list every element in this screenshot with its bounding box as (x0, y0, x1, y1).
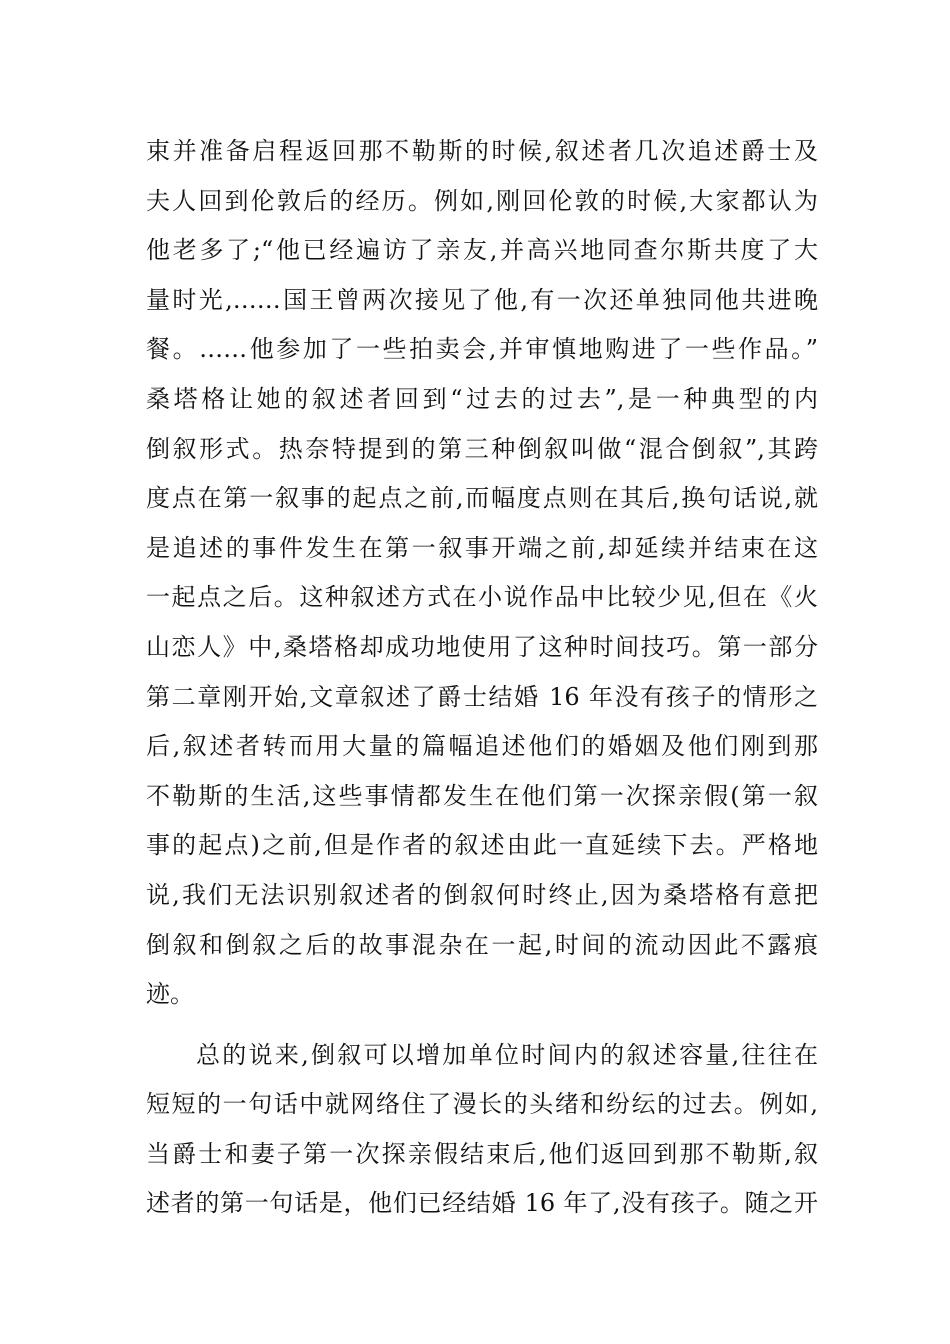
paragraph-2 (146, 1031, 818, 1229)
text-line: 是追述的事件发生在第一叙事开端之前,却延续并结束在这 (146, 533, 818, 562)
text-line: 他老多了;“他已经遍访了亲友,并高兴地同查尔斯共度了大 (146, 236, 818, 265)
text-line: 后,叙述者转而用大量的篇幅追述他们的婚姻及他们刚到那 (146, 732, 818, 761)
text-line: 倒叙和倒叙之后的故事混杂在一起,时间的流动因此不露痕 (146, 930, 818, 959)
text-line: 桑塔格让她的叙述者回到“过去的过去”,是一种典型的内 (146, 384, 818, 413)
text-line: 量时光,……国王曾两次接见了他,有一次还单独同他共进晚 (146, 285, 818, 314)
text-line: 说,我们无法识别叙述者的倒叙何时终止,因为桑塔格有意把 (146, 880, 818, 909)
text-line: 束并准备启程返回那不勒斯的时候,叙述者几次追述爵士及 (146, 137, 818, 165)
text-line: 山恋人》中,桑塔格却成功地使用了这种时间技巧。第一部分 (146, 632, 818, 661)
text-line: 不勒斯的生活,这些事情都发生在他们第一次探亲假(第一叙 (146, 781, 818, 810)
text-line: 述者的第一句话是，他们已经结婚 16 年了,没有孩子。随之开 (146, 1189, 818, 1218)
text-line: 事的起点)之前,但是作者的叙述由此一直延续下去。严格地 (146, 831, 818, 860)
paragraph-1 (146, 127, 818, 1020)
text-line: 度点在第一叙事的起点之前,而幅度点则在其后,换句话说,就 (146, 484, 818, 513)
text-line: 一起点之后。这种叙述方式在小说作品中比较少见,但在《火 (146, 583, 818, 612)
paragraph-gap (146, 1020, 818, 1031)
text-line: 第二章刚开始,文章叙述了爵士结婚 16 年没有孩子的情形之 (146, 682, 818, 711)
text-line: 总的说来,倒叙可以增加单位时间内的叙述容量,往往在 (196, 1040, 818, 1069)
text-line: 倒叙形式。热奈特提到的第三种倒叙叫做“混合倒叙”,其跨 (146, 434, 818, 463)
body-text (146, 127, 818, 1229)
text-line: 餐。……他参加了一些拍卖会,并审慎地购进了一些作品。” (146, 335, 818, 364)
text-line: 短短的一句话中就网络住了漫长的头绪和纷纭的过去。例如, (146, 1090, 818, 1119)
text-line: 夫人回到伦敦后的经历。例如,刚回伦敦的时候,大家都认为 (146, 186, 818, 215)
text-line: 当爵士和妻子第一次探亲假结束后,他们返回到那不勒斯,叙 (146, 1139, 818, 1168)
text-line: 迹。 (146, 980, 194, 1009)
